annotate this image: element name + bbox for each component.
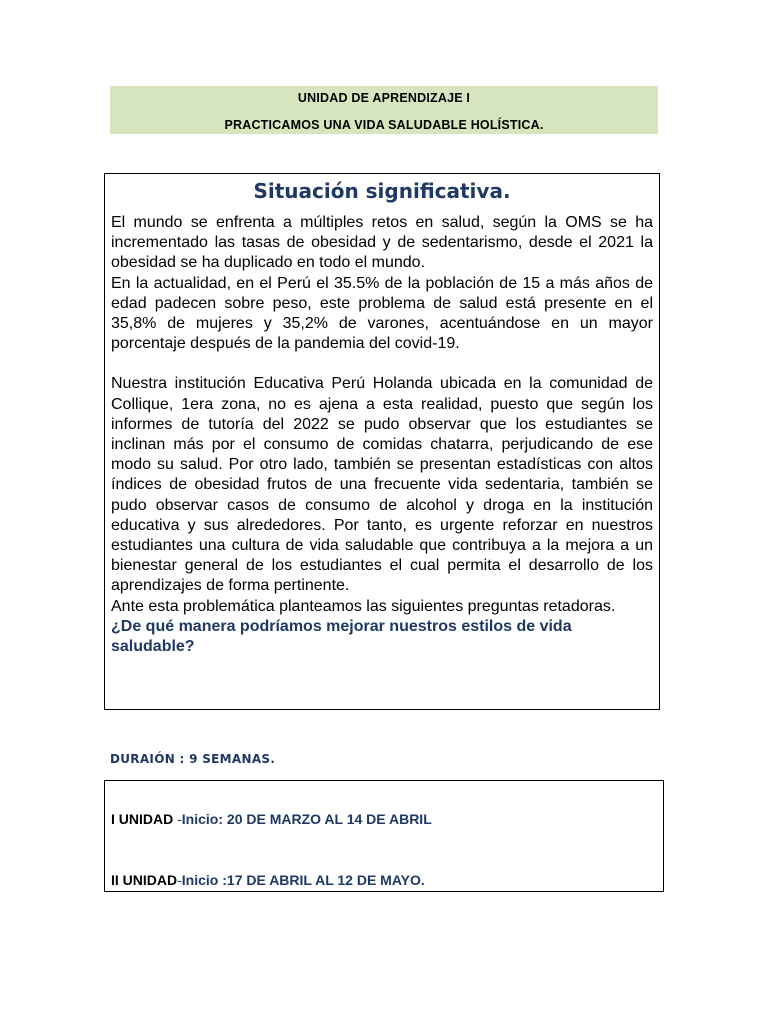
unit-dates: Inicio: 20 DE MARZO AL 14 DE ABRIL [181, 811, 432, 827]
duration-label: DURAIÓN : 9 SEMANAS. [110, 752, 276, 766]
unit-row-2 [111, 872, 425, 888]
units-schedule-box [104, 780, 664, 892]
unit-name: I UNIDAD [111, 811, 174, 827]
unit-title: UNIDAD DE APRENDIZAJE I [297, 91, 471, 105]
situation-box [104, 173, 660, 710]
unit-row-1 [111, 811, 432, 827]
challenge-question: ¿De qué manera podríamos mejorar nuestros estilos de vida saludable? [111, 617, 572, 656]
unit-separator: - [177, 872, 182, 888]
unit-subtitle: PRACTICAMOS UNA VIDA SALUDABLE HOLÍSTICA. [224, 118, 544, 132]
situation-title: Situación significativa. [253, 179, 511, 203]
unit-name: II UNIDAD [111, 872, 178, 888]
unit-separator: - [173, 811, 182, 827]
situation-paragraph-2: En la actualidad, en el Perú el 35.5% de la población de 15 a más años de edad padecen sobre peso, este problema de salud está presente en el 35,8% de mujeres y 35,2% de varones, acentuándose en un mayor porcentaje después de la pandemia del covid-19. [111, 274, 653, 353]
situation-paragraph-3: Nuestra institución Educativa Perú Holanda ubicada en la comunidad de Collique, 1era zona, no es ajena a esta realidad, puesto que según los informes de tutoría del 2022 se pudo observar que los estudiantes se inclinan más por el consumo de comidas chatarra, perjudicando de ese modo su salud. Por otro lado, también se presentan estadísticas con altos índices de obesidad frutos de una frecuente vida sedentaria, también se pudo observar casos de consumo de alcohol y droga en la institución educativa y sus alrededores. Por tanto, es urgente reforzar en nuestros estudiantes una cultura de vida saludable que contribuya a la mejora a un bienestar general de los estudiantes el cual permita el desarrollo de los aprendizajes de forma pertinente. [111, 375, 653, 595]
unit-header-band [110, 86, 658, 134]
situation-paragraph-4: Ante esta problemática planteamos las siguientes preguntas retadoras. [111, 597, 616, 615]
situation-paragraph-1: El mundo se enfrenta a múltiples retos en salud, según la OMS se ha incrementado las tasas de obesidad y de sedentarismo, desde el 2021 la obesidad se ha duplicado en todo el mundo. [111, 214, 653, 272]
unit-dates: Inicio :17 DE ABRIL AL 12 DE MAYO. [181, 872, 425, 888]
